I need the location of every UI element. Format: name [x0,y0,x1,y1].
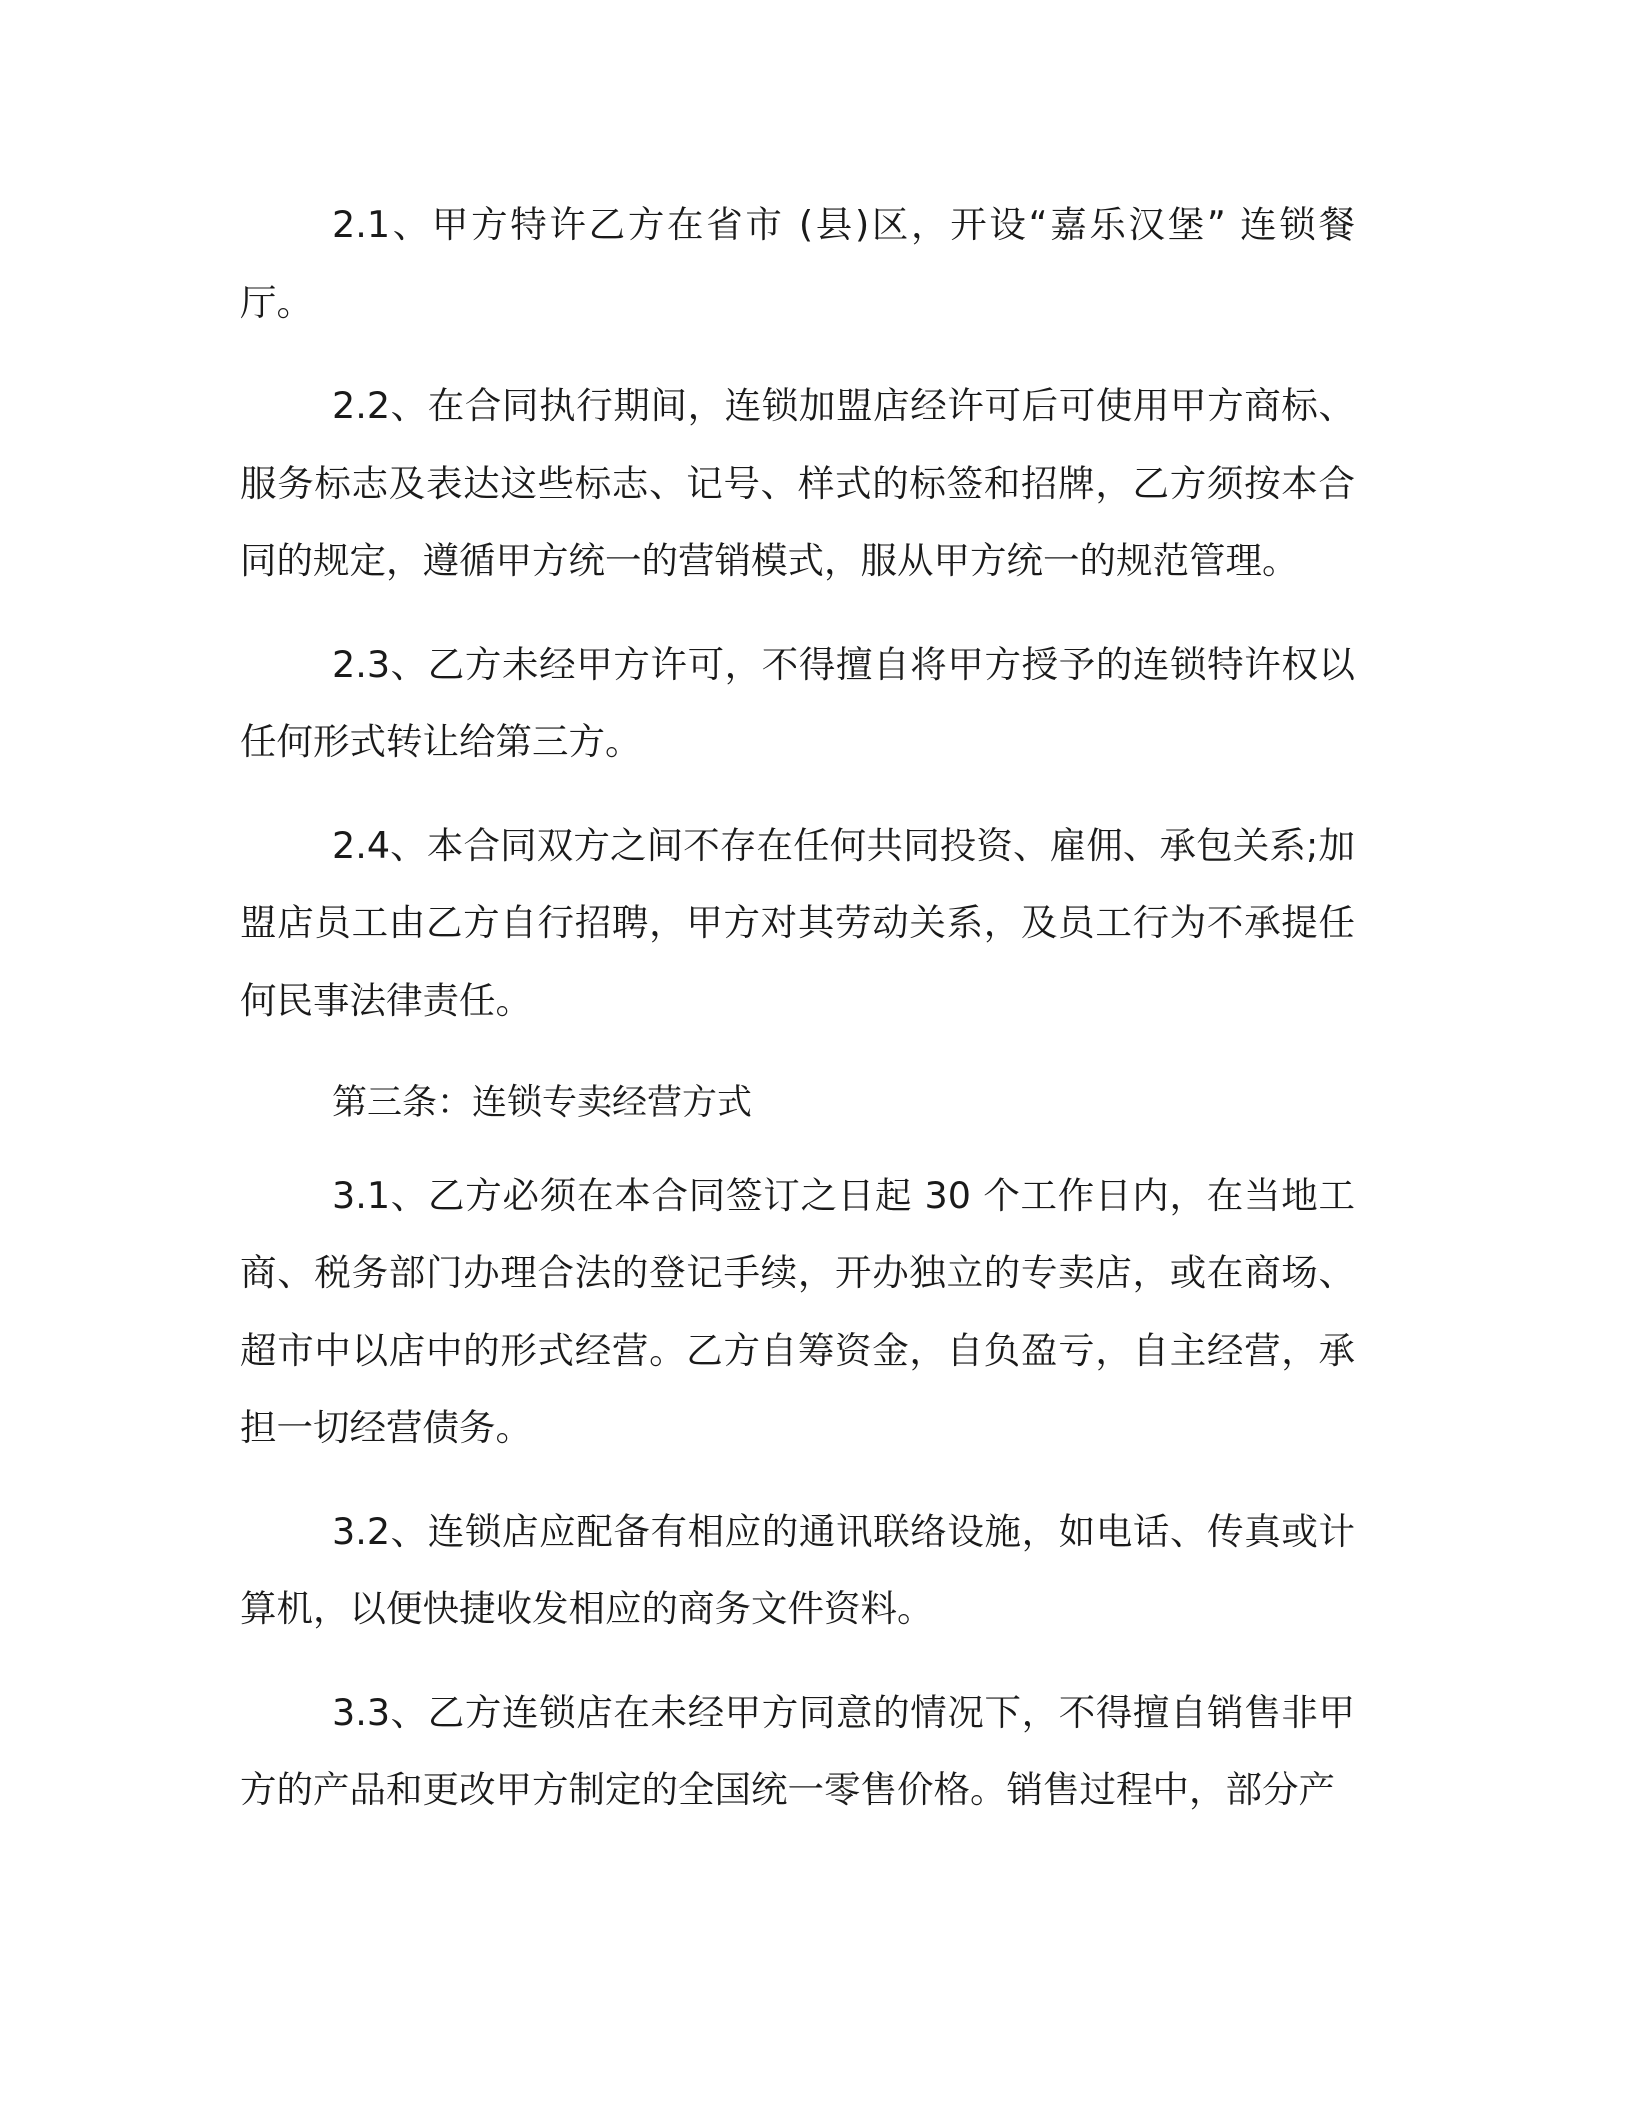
document-body [240,186,1355,1855]
clause-2-3: 2.3、乙方未经甲方许可，不得擅自将甲方授予的连锁特许权以任何形式转让给第三方。 [240,642,1355,763]
article-3-heading: 第三条：连锁专卖经营方式 [332,1083,753,1123]
clause-2-4: 2.4、本合同双方之间不存在任何共同投资、雇佣、承包关系;加盟店员工由乙方自行招聘，甲方对其劳动关系，及员工行为不承提任何民事法律责任。 [240,823,1355,1022]
clause-3-1: 3.1、乙方必须在本合同签订之日起 30 个工作日内，在当地工商、税务部门办理合法的登记手续，开办独立的专卖店，或在商场、超市中以店中的形式经营。乙方自筹资金，自负盈亏，自主经营，承担一切经营债务。 [240,1173,1355,1449]
clause-3-2: 3.2、连锁店应配备有相应的通讯联络设施，如电话、传真或计算机，以便快捷收发相应的商务文件资料。 [240,1509,1355,1630]
clause-3-3: 3.3、乙方连锁店在未经甲方同意的情况下，不得擅自销售非甲方的产品和更改甲方制定的全国统一零售价格。销售过程中，部分产 [240,1690,1355,1811]
clause-2-2: 2.2、在合同执行期间，连锁加盟店经许可后可使用甲方商标、服务标志及表达这些标志、记号、样式的标签和招牌，乙方须按本合同的规定，遵循甲方统一的营销模式，服从甲方统一的规范管理。 [240,384,1355,582]
clause-2-1: 2.1、甲方特许乙方在省市 (县)区，开设“嘉乐汉堡” 连锁餐厅。 [240,203,1355,324]
